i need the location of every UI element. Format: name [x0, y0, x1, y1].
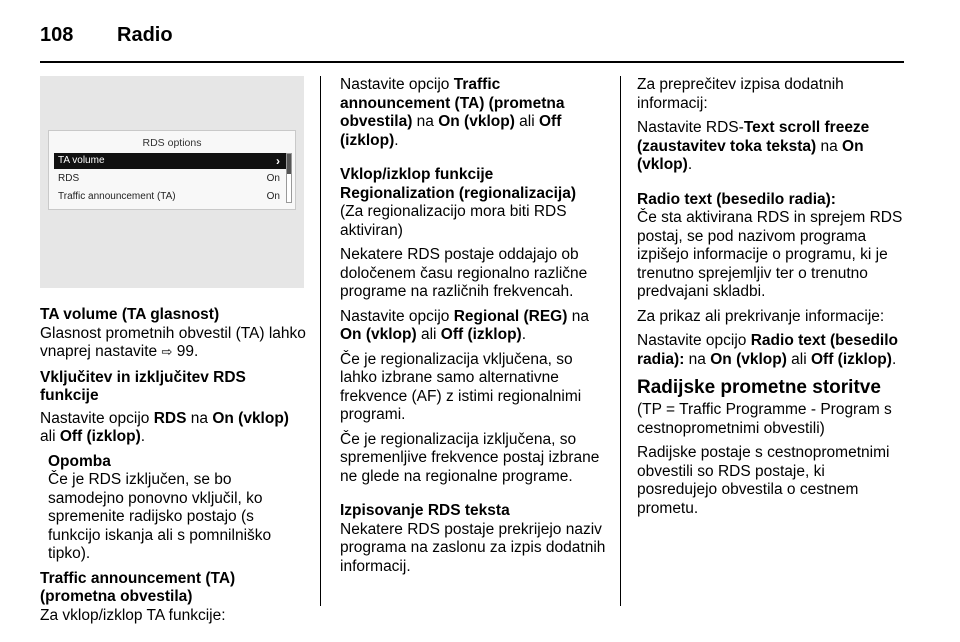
screen-row-value: On [266, 172, 280, 184]
column-3: Za preprečitev izpisa dodatnih informacij: Nastavite RDS-Text scroll freeze (zaustavitev toka teksta) na On (vklop). Radio text (besedilo radia): Če sta aktivirana RDS in sprejem RDS postaj, se pod nazivom programa izpišejo informacije o programu, ki je trenutno sprejemljiv ter o trenutno predvajani skladbi. Za prikaz ali prekrivanje informacije: Nastavite opcijo Radio text (besedilo radia): na On (vklop) ali Off (izklop). Radijske prometne storitve (TP = Traffic Programme - Program s cestnoprometnimi obvestili) Radijske postaje s cestnoprometnimi obvestili so RDS postaje, ki posredujejo obvestila o cestnem prometu. [637, 76, 907, 524]
chevron-right-icon: › [276, 153, 280, 168]
rds-toggle-heading: Vključitev in izključitev RDS funkcije [40, 368, 246, 404]
ta-ali: ali [514, 113, 539, 130]
scroll-freeze-option: Text scroll freeze (zaustavitev toka teksta) [637, 119, 870, 155]
radio-text-off: Off (izklop) [811, 350, 892, 368]
screen-row-value: On [266, 190, 280, 202]
radio-text-set-text: Nastavite opcijo [637, 332, 751, 349]
rds-options-screen-image [40, 76, 304, 288]
note-title: Opomba [48, 452, 111, 470]
rds-toggle-text: Nastavite opcijo [40, 409, 154, 427]
regionalization-heading: Vklop/izklop funkcije Regionalization (regionalizacija) [340, 166, 576, 202]
note-text: Če je RDS izključen, se bo samodejno ponovno vključil, ko spremenite radijsko postajo (s funkcijo iskanja ali s pomnilniško tipko). [48, 471, 272, 562]
ta-volume-text: Glasnost prometnih obvestil (TA) lahko vnaprej nastavite [40, 324, 306, 360]
regional-off: Off (izklop) [440, 326, 522, 343]
regional-na: na [567, 307, 589, 325]
regionalization-text: Nekatere RDS postaje oddajajo ob določenem času regionalno različne programe na različnih frekvencah. [340, 246, 588, 300]
ta-volume-heading: TA volume (TA glasnost) [40, 306, 220, 323]
display-text: Za prikaz ali prekrivanje informacije: [637, 307, 885, 325]
rds-text-heading: Izpisovanje RDS teksta [340, 502, 510, 519]
radio-text-ali: ali [786, 350, 811, 368]
screen-row-label: Traffic announcement (TA) [58, 190, 176, 202]
regionalization-off-text: Če je regionalizacija izključena, so spremenljive frekvence postaj izbrane ne glede na regionalne programe. [340, 430, 600, 485]
column-2: Nastavite opcijo Traffic announcement (TA) (prometna obvestila) na On (vklop) ali Off (izklop). Vklop/izklop funkcije Regionalization (regionalizacija) (Za regionalizacijo mora biti RDS aktiviran) Nekatere RDS postaje oddajajo ob določenem času regionalno različne programe na različnih frekvencah. Nastavite opcijo Regional (REG) na On (vklop) ali Off (izklop). Če je regionalizacija vključena, so lahko izbrane samo alternativne frekvence (AF) z istimi regionalnimi programi. Če je regionalizacija izključena, so spremenljive frekvence postaj izbrane ne glede na regionalne programe. Izpisovanje RDS teksta Nekatere RDS postaje prekrijejo naziv programa na zaslonu za izpis dodatnih informacij. [340, 76, 608, 582]
regionalization-on-text: Če je regionalizacija vključena, so lahko izbrane samo alternativne frekvence (AF) z istimi regionalnimi programi. [340, 350, 582, 423]
page-title: Radio [117, 23, 173, 46]
prevent-text: Za preprečitev izpisa dodatnih informacij: [637, 76, 844, 112]
radio-text-text: Če sta aktivirana RDS in sprejem RDS postaj, se pod nazivom programa izpišejo informacije o programu, ki je trenutno sprejemljiv ter o trenutno predvajani skladbi. [637, 209, 903, 300]
regional-set-text: Nastavite opcijo [340, 307, 454, 325]
ta-set-text: Nastavite opcijo [340, 76, 454, 93]
period: . [140, 428, 146, 445]
radio-text-option: Radio text (besedilo radia): [637, 332, 899, 368]
rds-option: RDS [153, 409, 187, 427]
regional-ali: ali [416, 326, 441, 343]
traffic-services-heading: Radijske prometne storitve [637, 377, 881, 398]
screen-row-label: RDS [58, 172, 80, 184]
screen-row-ta-volume [54, 153, 286, 169]
screen-scrollbar [286, 153, 292, 203]
rds-on: On (vklop) [212, 409, 289, 427]
screen-row-traffic-announcement [54, 189, 286, 205]
ta-option: Traffic announcement (TA) (prometna obvestila) [340, 76, 565, 130]
scroll-freeze-set-text: Nastavite RDS- [637, 119, 744, 136]
rds-na: na [186, 409, 213, 427]
ta-volume-ref: 99. [176, 343, 199, 360]
traffic-services-text: Radijske postaje s cestnoprometnimi obvestili so RDS postaje, ki posredujejo obvestila o cestnem prometu. [637, 444, 890, 517]
scroll-freeze-on: On (vklop) [637, 137, 864, 173]
traffic-announcement-text: Za vklop/izklop TA funkcije: [40, 606, 226, 624]
note-block [48, 453, 308, 564]
column-divider-2 [620, 76, 621, 606]
ta-off: Off (izklop) [340, 113, 562, 149]
page-number: 108 [40, 23, 74, 46]
traffic-services-subtitle: (TP = Traffic Programme - Program s cestnoprometnimi obvestili) [637, 401, 892, 437]
regionalization-note: (Za regionalizacijo mora biti RDS aktiviran) [340, 203, 567, 239]
rds-text-text: Nekatere RDS postaje prekrijejo naziv programa na zaslonu za izpis dodatnih informacij. [340, 520, 606, 575]
radio-text-na: na [684, 350, 711, 368]
rds-options-display [48, 130, 296, 210]
ta-on: On (vklop) [438, 113, 515, 130]
header-rule [40, 61, 904, 63]
regional-on: On (vklop) [340, 326, 417, 343]
rds-ali: ali [40, 428, 60, 445]
scroll-freeze-na: na [816, 137, 843, 155]
screen-title: RDS options [142, 137, 202, 149]
regional-option: Regional (REG) [453, 307, 568, 325]
page-header [40, 20, 920, 50]
column-divider-1 [320, 76, 321, 606]
screen-row-rds [54, 171, 286, 187]
arrow-icon: ⇨ [161, 345, 173, 360]
traffic-announcement-heading: Traffic announcement (TA) (prometna obvestila) [40, 569, 236, 605]
column-1 [40, 76, 308, 631]
screen-row-label: TA volume [58, 154, 105, 166]
ta-na: na [412, 113, 439, 130]
rds-off: Off (izklop) [59, 428, 141, 445]
radio-text-on: On (vklop) [710, 350, 787, 368]
radio-text-heading: Radio text (besedilo radia): [637, 190, 836, 208]
